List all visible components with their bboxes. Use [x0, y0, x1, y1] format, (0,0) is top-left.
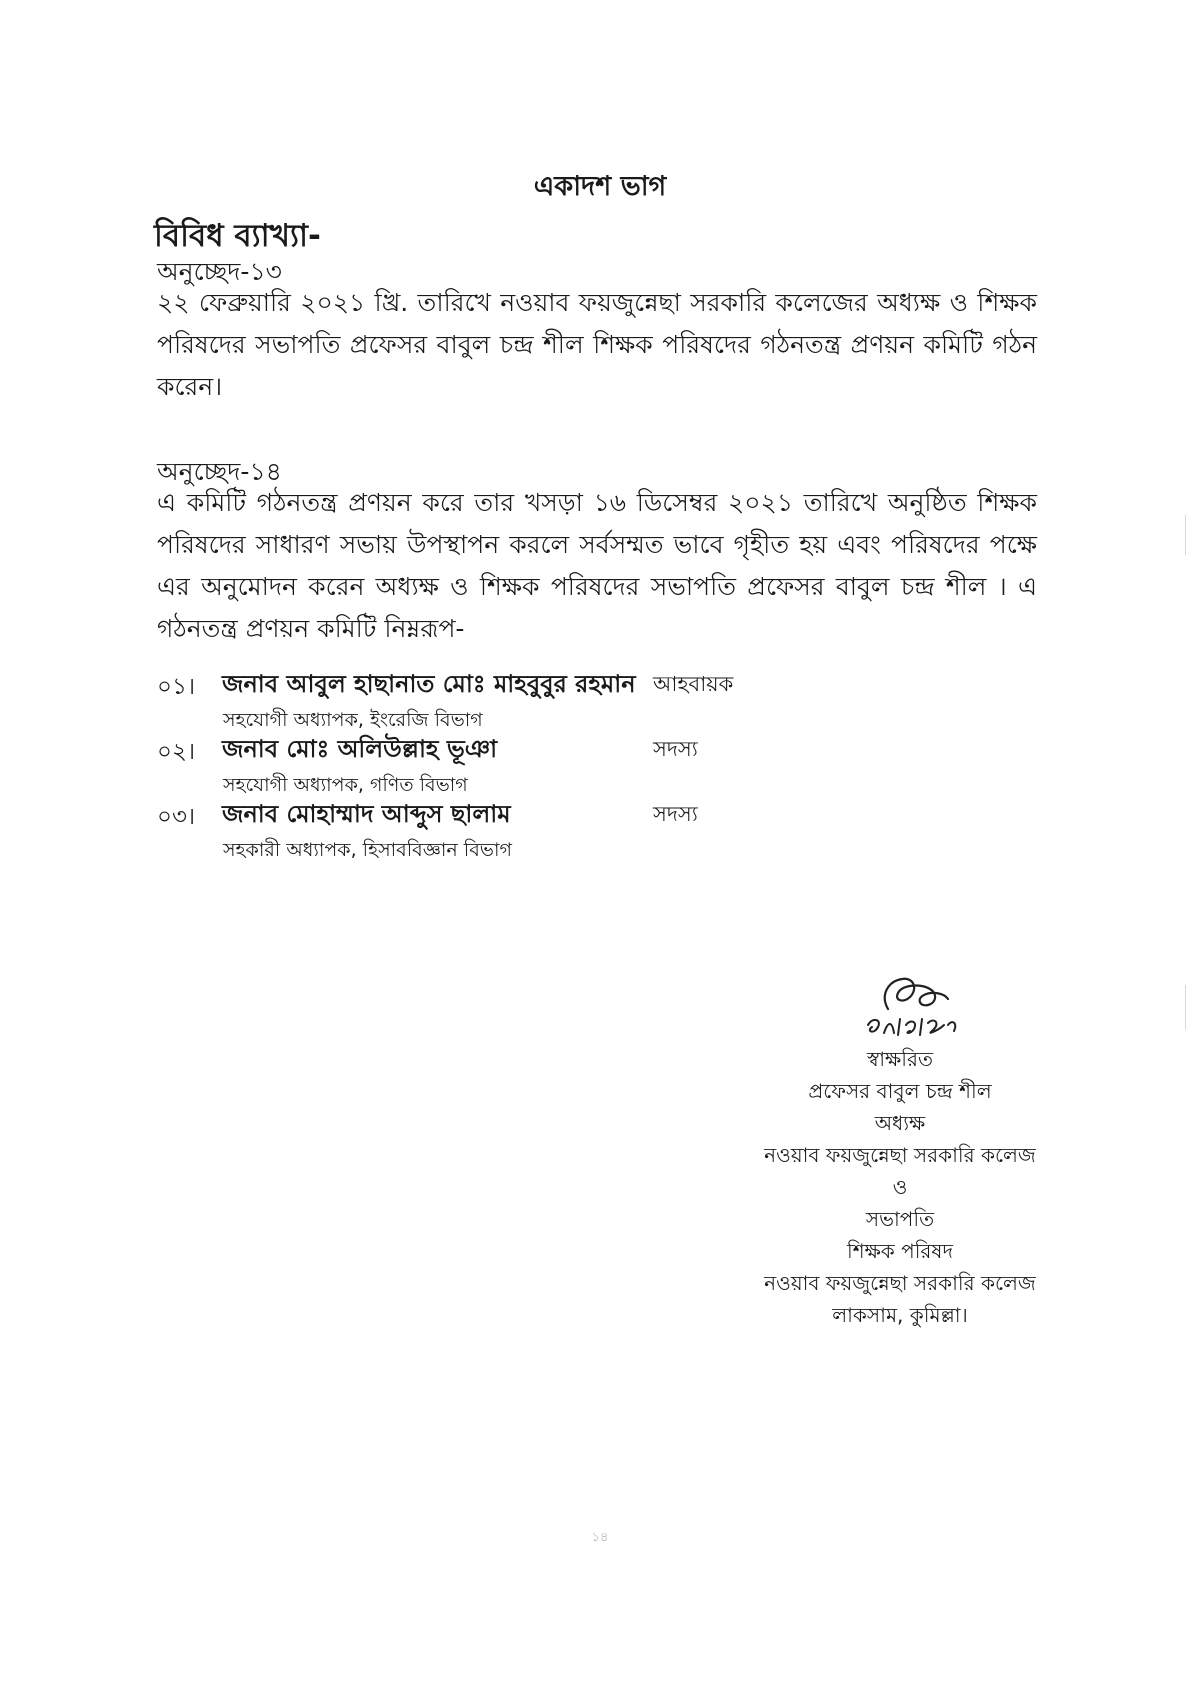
article-13-heading: অনুচ্ছেদ-১৩ [157, 257, 282, 286]
member-designation: সহকারী অধ্যাপক, হিসাববিজ্ঞান বিভাগ [223, 839, 512, 861]
signatory-name: প্রফেসর বাবুল চন্দ্র শীল [808, 1079, 992, 1103]
scan-edge-mark [1185, 985, 1186, 1030]
member-number: ০৩। [157, 804, 196, 830]
section-title: বিবিধ ব্যাখ্যা- [154, 218, 321, 254]
signatory-title-2: সভাপতি [865, 1207, 935, 1231]
signature-block [735, 1043, 1065, 1331]
article-13-paragraph: ২২ ফেব্রুয়ারি ২০২১ খ্রি. তারিখে নওয়াব ফয়জুন্নেছা সরকারি কলেজের অধ্যক্ষ ও শিক্ষক পরিষদের সভাপতি প্রফেসর বাবুল চন্দ্র শীল শিক্ষক পরিষদের গঠনতন্ত্র প্রণয়ন কমিটি গঠন করেন। [157, 288, 1037, 401]
member-role: আহবায়ক [653, 672, 734, 696]
signatory-council: শিক্ষক পরিষদ [847, 1239, 953, 1263]
member-designation: সহযোগী অধ্যাপক, গণিত বিভাগ [223, 774, 468, 796]
signed-label: স্বাক্ষরিত [867, 1047, 933, 1071]
member-number: ০১। [157, 674, 196, 700]
signatory-college-2: নওয়াব ফয়জুন্নেছা সরকারি কলেজ [764, 1271, 1036, 1295]
handwritten-signature [858, 975, 968, 1047]
page-number: ১৪ [591, 1530, 609, 1545]
article-14-heading: অনুচ্ছেদ-১৪ [157, 457, 282, 486]
signatory-college: নওয়াব ফয়জুন্নেছা সরকারি কলেজ [764, 1143, 1036, 1167]
member-role: সদস্য [653, 737, 698, 761]
member-name: জনাব মোহাম্মাদ আব্দুস ছালাম [222, 800, 511, 828]
part-title: একাদশ ভাগ [533, 171, 667, 202]
member-role: সদস্য [653, 802, 698, 826]
member-name: জনাব মোঃ অলিউল্লাহ ভূঞা [222, 735, 498, 763]
signatory-location: লাকসাম, কুমিল্লা। [832, 1303, 968, 1327]
signatory-title: অধ্যক্ষ [874, 1111, 926, 1135]
member-designation: সহযোগী অধ্যাপক, ইংরেজি বিভাগ [223, 709, 483, 731]
member-name: জনাব আবুল হাছানাত মোঃ মাহবুবুর রহমান [222, 670, 636, 698]
scan-edge-mark [1185, 515, 1186, 555]
member-number: ০২। [157, 739, 196, 765]
article-14-paragraph: এ কমিটি গঠনতন্ত্র প্রণয়ন করে তার খসড়া ১৬ ডিসেম্বর ২০২১ তারিখে অনুষ্ঠিত শিক্ষক পরিষদের সাধারণ সভায় উপস্থাপন করলে সর্বসম্মত ভাবে গৃহীত হয় এবং পরিষদের পক্ষে এর অনুমোদন করেন অধ্যক্ষ ও শিক্ষক পরিষদের সভাপতি প্রফেসর বাবুল চন্দ্র শীল । এ গঠনতন্ত্র প্রণয়ন কমিটি নিম্নরূপ- [157, 488, 1037, 643]
signatory-conjunction: ও [892, 1175, 908, 1199]
